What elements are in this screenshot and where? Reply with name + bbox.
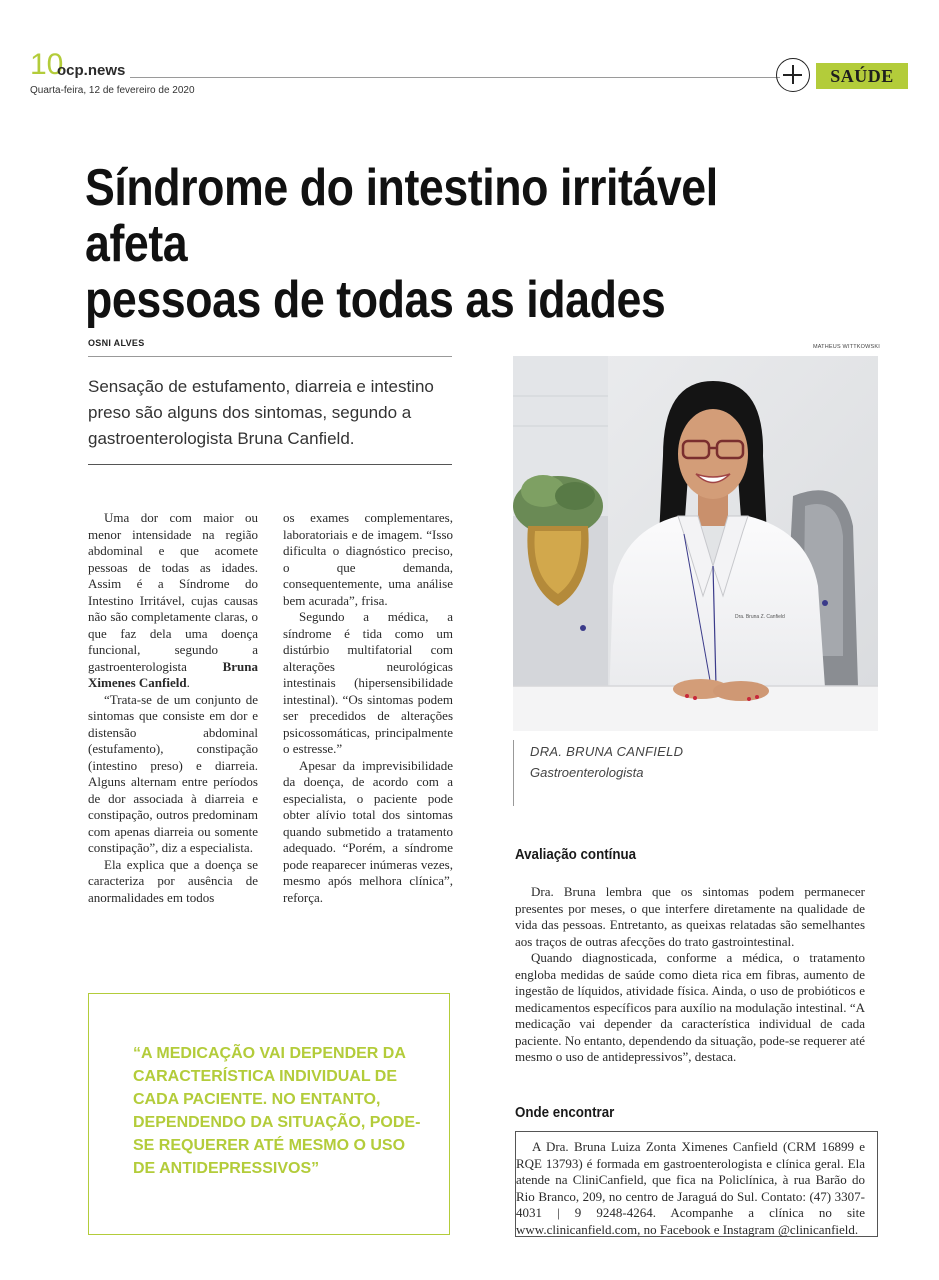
body-paragraph: Dra. Bruna lembra que os sintomas podem permanecer presentes por meses, o que interfere diretamente na qualidade de vida das pessoas. Entretanto, as queixas relatadas são semelhantes aos traços de outras afecções do trato gastrointestinal. — [515, 884, 865, 949]
body-paragraph — [88, 510, 258, 692]
body-paragraph: Quando diagnosticada, conforme a médica, o tratamento engloba medidas de saúde como dieta rica em fibras, aumento de ingestão de líquidos, atividade física. Ainda, o uso de probióticos e medicamentos específicos para auxílio na modulação intestinal. “A medicação vai depender da característica individual de cada paciente. No entanto, dependendo da situação, pode-se requerer até mesmo o uso de antidepressivos”, destaca. — [515, 950, 865, 1064]
page-number: 10 — [30, 48, 64, 81]
paragraph-text: Uma dor com maior ou menor intensidade na região abdominal e que acomete pessoas de todas as idades. Assim é a Síndrome do Intestino Irritável, cujas causas não são completamente claras, o que faz dela uma doença funcional, segundo a gastroenterologista — [88, 510, 258, 674]
header-divider — [130, 77, 780, 78]
doctor-photo — [513, 356, 878, 731]
pull-quote: “A MEDICAÇÃO VAI DEPENDER DA CARACTERÍSTICA INDIVIDUAL DE CADA PACIENTE. NO ENTANTO, DEPENDENDO DA SITUAÇÃO, PODE-SE REQUERER ATÉ MESMO O USO DE ANTIDEPRESSIVOS” — [133, 1045, 421, 1177]
byline: OSNI ALVES — [88, 338, 145, 348]
body-column-2 — [283, 510, 453, 906]
contact-paragraph: A Dra. Bruna Luiza Zonta Ximenes Canfield (CRM 16899 e RQE 13793) é formada em gastroenterologista e clínica geral. Ela atende na CliniCanfield, que fica na Policlínica, à rua Barão do Rio Branco, 209, no centro de Jaraguá do Sul. Contato: (47) 3307-4031 | 9 9248-4264. Acompanhe a clínica no site www.clinicanfield.com, no Facebook e Instagram @clinicanfield. — [516, 1139, 865, 1237]
coat-name: Dra. Bruna Z. Canfield — [735, 614, 785, 620]
doctor-name: Bruna Ximenes Canfield — [88, 658, 258, 690]
photo-credit: MATHEUS WITTKOWSKI — [812, 344, 880, 350]
photo-caption-name: DRA. BRUNA CANFIELD — [530, 744, 684, 759]
paragraph-text: . — [186, 675, 190, 690]
headline-line-1: Síndrome do intestino irritável afeta — [85, 159, 718, 273]
subhead-avaliacao: Avaliação contínua — [515, 847, 637, 863]
body-paragraph: “Trata-se de um conjunto de sintomas que consiste em dor e distensão abdominal (estufamento), constipação (intestino preso) e diarreia. Alguns alternam entre períodos de dor associada à diarreia e constipação, outros predominam com apenas diarreia ou somente constipação”, diz a especialista. — [88, 691, 258, 855]
byline-divider — [88, 356, 452, 357]
body-column-1 — [88, 510, 258, 906]
deck-divider — [88, 464, 452, 465]
body-paragraph: Segundo a médica, a síndrome é tida como um distúrbio multifatorial com alterações neurológicas intestinais (hipersensibilidade intestinal). “Os sintomas podem ser precedidos de alterações psicossomáticas, principalmente o estresse.” — [283, 609, 453, 756]
section-tag: SAÚDE — [816, 63, 908, 89]
section-avaliacao-body — [515, 884, 865, 1066]
body-paragraph: Apesar da imprevisibilidade da doença, de acordo com a especialista, o paciente pode obter alívio total dos sintomas quando submetido a tratamento adequado. “Porém, a síndrome pode reaparecer inúmeras vezes, mesmo após melhora clínica”, reforça. — [283, 757, 453, 905]
issue-date: Quarta-feira, 12 de fevereiro de 2020 — [30, 85, 195, 96]
photo-caption-role: Gastroenterologista — [530, 765, 644, 780]
plus-icon — [776, 58, 810, 92]
headline — [85, 160, 756, 328]
headline-line-2: pessoas de todas as idades — [85, 271, 666, 329]
site-name[interactable]: ocp.news — [57, 62, 126, 79]
deck: Sensação de estufamento, diarreia e intestino preso são alguns dos sintomas, segundo a gastroenterologista Bruna Canfield. — [88, 377, 434, 448]
body-paragraph: Ela explica que a doença se caracteriza por ausência de anormalidades em todos — [88, 856, 258, 905]
caption-divider — [513, 740, 514, 806]
subhead-onde-encontrar: Onde encontrar — [515, 1105, 615, 1121]
contact-info — [516, 1139, 865, 1238]
body-paragraph: os exames complementares, laboratoriais e de imagem. “Isso dificulta o diagnóstico preciso, o que demanda, consequentemente, uma análise bem acurada”, frisa. — [283, 510, 453, 608]
